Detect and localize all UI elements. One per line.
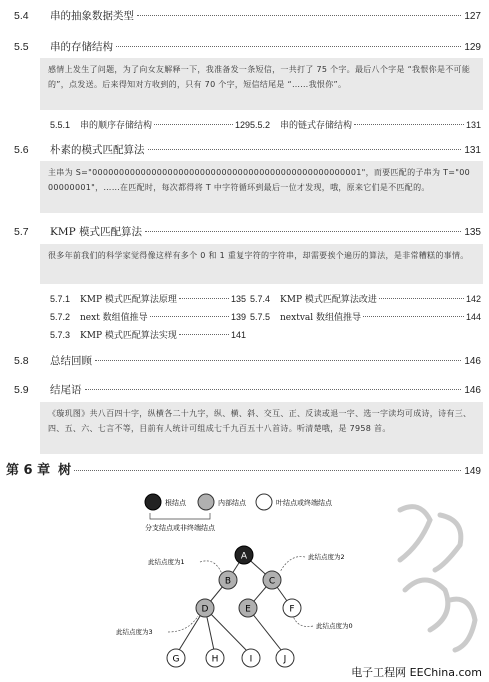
section-number: 5.5 xyxy=(14,41,29,53)
subsection-number: 5.5.1 xyxy=(50,120,71,130)
toc-sub-5-7-2[interactable] xyxy=(50,310,246,323)
node-g xyxy=(167,649,185,667)
node-a xyxy=(235,546,253,564)
section-page: 131 xyxy=(464,145,481,156)
node-d xyxy=(196,599,214,617)
subsection-title: KMP 模式匹配算法原理 xyxy=(80,295,177,305)
node-label: E xyxy=(245,604,251,615)
annotation-deg0: 此结点度为0 xyxy=(316,622,353,630)
quote-box-5-9: 《璇玑图》共八百四十字，纵横各二十九字，纵、横、斜、交互、正、反读或退一字、选一字读均可成诗，诗有三、四、五、六、七言不等，目前有人统计可组成七千九百五十八首诗。听清楚哦，是 7958 首。 xyxy=(40,402,483,454)
subsection-number: 5.5.2 xyxy=(250,120,271,130)
node-b xyxy=(219,571,237,589)
node-label: A xyxy=(240,551,248,562)
legend-root-icon xyxy=(145,494,161,510)
subsection-title: next 数组值推导 xyxy=(80,313,148,323)
leader-dots xyxy=(116,46,461,47)
leader-dots xyxy=(137,15,461,16)
toc-entry-5-6[interactable] xyxy=(14,142,481,157)
toc-sub-5-5-2[interactable] xyxy=(250,118,481,131)
section-page: 127 xyxy=(464,11,481,22)
subsection-page: 129 xyxy=(234,120,250,130)
section-title: 结尾语 xyxy=(50,384,82,396)
section-page: 146 xyxy=(464,385,481,396)
leader-dots xyxy=(85,389,462,390)
chapter-name: 树 xyxy=(58,463,72,478)
section-page: 146 xyxy=(464,356,481,367)
leader-dots xyxy=(179,298,229,299)
node-label: I xyxy=(249,654,253,665)
annotation-leader-deg0 xyxy=(293,616,313,627)
section-title: KMP 模式匹配算法 xyxy=(50,226,142,238)
node-label: B xyxy=(224,576,232,587)
section-title: 朴素的模式匹配算法 xyxy=(50,144,145,156)
annotation-deg3: 此结点度为3 xyxy=(116,628,153,636)
node-label: D xyxy=(201,604,209,615)
section-page: 135 xyxy=(464,227,481,238)
tree-diagram xyxy=(0,480,489,682)
legend-internal-label: 内部结点 xyxy=(218,499,246,507)
node-h xyxy=(206,649,224,667)
subsection-number: 5.7.5 xyxy=(250,312,271,322)
leader-dots xyxy=(148,149,462,150)
section-number: 5.9 xyxy=(14,384,29,396)
annotation-leader-deg2 xyxy=(280,557,305,572)
subsection-page: 139 xyxy=(230,312,246,322)
leader-dots xyxy=(354,124,464,125)
leader-dots xyxy=(95,360,461,361)
subsection-title: KMP 模式匹配算法实现 xyxy=(80,331,177,341)
watermark: 电子工程网 EEChina.com xyxy=(351,666,482,679)
section-number: 5.4 xyxy=(14,10,29,22)
annotation-deg2: 此结点度为2 xyxy=(308,553,345,561)
subsection-number: 5.7.4 xyxy=(250,294,271,304)
tree-edges xyxy=(176,555,295,655)
subsection-title: 串的链式存储结构 xyxy=(280,121,353,131)
calligraphy-decoration xyxy=(400,507,475,650)
toc-entry-5-5[interactable] xyxy=(14,39,481,54)
leader-dots xyxy=(74,470,461,471)
toc-entry-5-9[interactable] xyxy=(14,382,481,397)
node-i xyxy=(242,649,260,667)
quote-box-5-7: 很多年前我们的科学家觉得像这样有多个 0 和 1 重复字符的字符串，却需要挨个遍历的算法，是非常糟糕的事情。 xyxy=(40,244,483,284)
toc-sub-5-7-4[interactable] xyxy=(250,292,481,305)
toc-sub-5-7-3[interactable] xyxy=(50,328,246,341)
node-label: J xyxy=(283,654,287,665)
legend-caption: 分支结点或非终端结点 xyxy=(145,524,215,532)
subsection-number: 5.7.2 xyxy=(50,312,71,322)
subsection-title: nextval 数组值推导 xyxy=(280,313,362,323)
subsection-page: 131 xyxy=(465,120,481,130)
annotation-leader-deg1 xyxy=(200,561,222,574)
toc-sub-5-7-1[interactable] xyxy=(50,292,246,305)
subsection-title: KMP 模式匹配算法改进 xyxy=(280,295,377,305)
node-label: F xyxy=(289,604,295,615)
toc-entry-5-4[interactable] xyxy=(14,8,481,23)
section-title: 串的存储结构 xyxy=(50,41,113,53)
node-label: C xyxy=(268,576,276,587)
node-label: H xyxy=(211,654,219,665)
toc-entry-5-7[interactable] xyxy=(14,224,481,239)
leader-dots xyxy=(179,334,229,335)
section-title: 总结回顾 xyxy=(50,355,92,367)
toc-entry-5-8[interactable] xyxy=(14,353,481,368)
node-f xyxy=(283,599,301,617)
chapter-page: 149 xyxy=(464,466,481,477)
node-j xyxy=(276,649,294,667)
subsection-page: 142 xyxy=(465,294,481,304)
section-title: 串的抽象数据类型 xyxy=(50,10,134,22)
legend-root-label: 根结点 xyxy=(165,499,186,507)
leader-dots xyxy=(154,124,233,125)
node-label: G xyxy=(172,654,180,665)
section-number: 5.8 xyxy=(14,355,29,367)
section-page: 129 xyxy=(464,42,481,53)
subsection-number: 5.7.1 xyxy=(50,294,71,304)
quote-box-5-5: 感情上发生了问题，为了向女友解释一下，我准备发一条短信，一共打了 75 个字。最后八个字是 “我恨你是不可能的”，点发送。后来得知对方收到的，只有 70 个字，短信结尾是 “……我恨你”。 xyxy=(40,58,483,110)
leader-dots xyxy=(363,316,464,317)
chapter-label: 第 6 章 xyxy=(6,463,51,478)
quote-box-5-6: 主串为 S="00000000000000000000000000000000000000000000000001"，而要匹配的子串为 T="0000000001"，……在匹配时，每次都得将 T 中字符循环到最后一位才发现，哦，原来它们是不匹配的。 xyxy=(40,161,483,213)
section-number: 5.6 xyxy=(14,144,29,156)
node-e xyxy=(239,599,257,617)
subsection-page: 135 xyxy=(230,294,246,304)
leader-dots xyxy=(145,231,461,232)
legend-internal-icon xyxy=(198,494,214,510)
subsection-page: 144 xyxy=(465,312,481,322)
legend-leaf-label: 叶结点或终端结点 xyxy=(276,499,332,507)
legend-leaf-icon xyxy=(256,494,272,510)
section-number: 5.7 xyxy=(14,226,29,238)
toc-chapter-6[interactable] xyxy=(6,459,481,478)
legend-bracket xyxy=(150,513,210,519)
subsection-page: 141 xyxy=(230,330,246,340)
annotation-leader-deg3 xyxy=(168,616,198,632)
node-c xyxy=(263,571,281,589)
subsection-title: 串的顺序存储结构 xyxy=(80,121,153,131)
annotation-deg1: 此结点度为1 xyxy=(148,558,185,566)
toc-sub-5-5-1[interactable] xyxy=(50,118,250,131)
leader-dots xyxy=(150,316,229,317)
toc-sub-5-7-5[interactable] xyxy=(250,310,481,323)
subsection-number: 5.7.3 xyxy=(50,330,71,340)
leader-dots xyxy=(379,298,464,299)
